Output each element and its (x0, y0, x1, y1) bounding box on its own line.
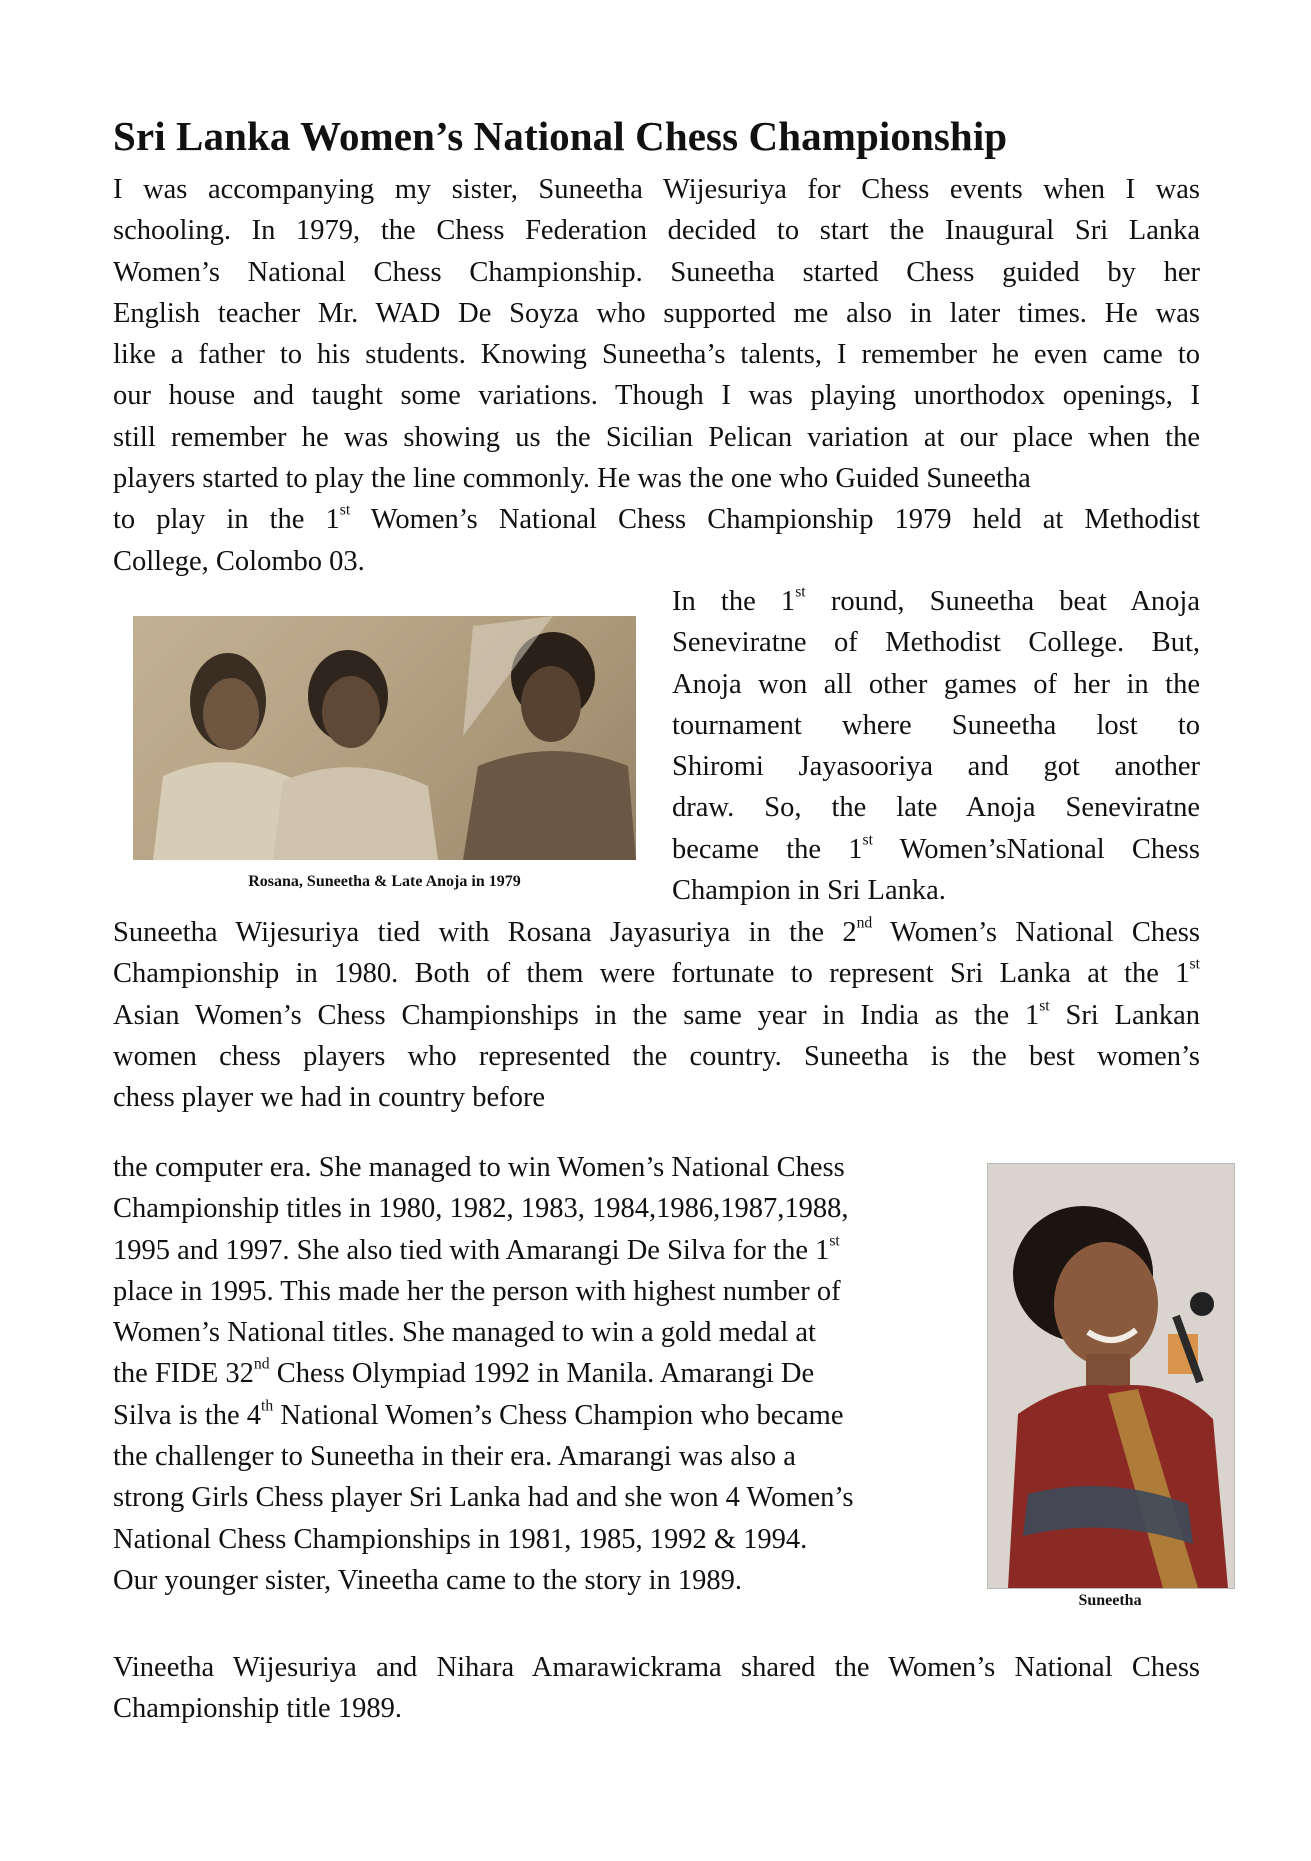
photo-illustration (133, 616, 636, 860)
paragraph-line: the challenger to Suneetha in their era. Amarangi was also a (113, 1441, 796, 1473)
paragraph-line: draw. So, the late Anoja Seneviratne (672, 792, 1200, 824)
paragraph-line: chess player we had in country before (113, 1082, 546, 1114)
vineetha-paragraph (113, 1647, 1200, 1730)
paragraph-line: Silva is the 4th National Women’s Chess Champion who became (113, 1397, 844, 1431)
photo-caption: Rosana, Suneetha & Late Anoja in 1979 (248, 873, 521, 890)
paragraph-line: Vineetha Wijesuriya and Nihara Amarawickrama shared the Women’s National Chess (113, 1652, 1200, 1683)
portrait-photo-suneetha (987, 1163, 1235, 1589)
paragraph-line: Anoja won all other games of her in the (672, 668, 1200, 700)
paragraph-line: College, Colombo 03. (113, 545, 365, 577)
paragraph-line: schooling. In 1979, the Chess Federation decided to start the Inaugural Sri Lanka (113, 215, 1200, 247)
paragraph-line: still remember he was showing us the Sicilian Pelican variation at our place when the (113, 421, 1200, 453)
paragraph-line: I was accompanying my sister, Suneetha Wijesuriya for Chess events when I was (113, 174, 1200, 205)
photo-caption: Suneetha (1078, 1592, 1142, 1609)
paragraph-line: National Chess Championships in 1981, 1985, 1992 & 1994. (113, 1523, 808, 1555)
intro-paragraph (113, 169, 1200, 582)
paragraph-line: Championship titles in 1980, 1982, 1983, 1984,1986,1987,1988, (113, 1193, 849, 1225)
paragraph-line: Shiromi Jayasooriya and got another (672, 751, 1200, 783)
paragraph-line: In the 1st round, Suneetha beat Anoja (672, 583, 1200, 617)
second-championship-paragraph (113, 912, 1200, 1118)
paragraph-line: Women’s National titles. She managed to win a gold medal at (113, 1317, 816, 1349)
paragraph-line: our house and taught some variations. Though I was playing unorthodox openings, I (113, 380, 1200, 412)
historic-photo-three-players (133, 616, 636, 860)
page-title: Sri Lanka Women’s National Chess Championship (113, 113, 1008, 159)
first-round-paragraph (672, 581, 1200, 911)
paragraph-line: tournament where Suneetha lost to (672, 709, 1200, 741)
paragraph-line: like a father to his students. Knowing Suneetha’s talents, I remember he even came to (113, 339, 1200, 371)
paragraph-line: Seneviratne of Methodist College. But, (672, 627, 1200, 659)
photo-illustration (988, 1164, 1234, 1588)
paragraph-line: Champion in Sri Lanka. (672, 875, 946, 907)
paragraph-line: Suneetha Wijesuriya tied with Rosana Jayasuriya in the 2nd Women’s National Chess (113, 914, 1200, 948)
paragraph-line: Championship title 1989. (113, 1693, 402, 1725)
paragraph-line: English teacher Mr. WAD De Soyza who supported me also in later times. He was (113, 297, 1200, 329)
paragraph-line: Asian Women’s Chess Championships in the same year in India as the 1st Sri Lankan (113, 997, 1200, 1031)
paragraph-line: players started to play the line commonly. He was the one who Guided Suneetha (113, 463, 1031, 495)
paragraph-line: became the 1st Women’sNational Chess (672, 831, 1200, 865)
paragraph-line: Our younger sister, Vineetha came to the story in 1989. (113, 1564, 743, 1596)
paragraph-line: Women’s National Chess Championship. Suneetha started Chess guided by her (113, 256, 1200, 288)
paragraph-line: strong Girls Chess player Sri Lanka had and she won 4 Women’s (113, 1482, 854, 1514)
paragraph-line: 1995 and 1997. She also tied with Amarangi De Silva for the 1st (113, 1232, 840, 1266)
paragraph-line: to play in the 1st Women’s National Chess Championship 1979 held at Methodist (113, 502, 1200, 536)
paragraph-line: the computer era. She managed to win Women’s National Chess (113, 1152, 845, 1183)
paragraph-line: the FIDE 32nd Chess Olympiad 1992 in Manila. Amarangi De (113, 1356, 815, 1390)
paragraph-line: Championship in 1980. Both of them were fortunate to represent Sri Lanka at the 1st (113, 955, 1200, 990)
paragraph-line: women chess players who represented the country. Suneetha is the best women’s (113, 1040, 1200, 1072)
paragraph-line: place in 1995. This made her the person with highest number of (113, 1275, 841, 1307)
titles-paragraph (113, 1147, 943, 1601)
